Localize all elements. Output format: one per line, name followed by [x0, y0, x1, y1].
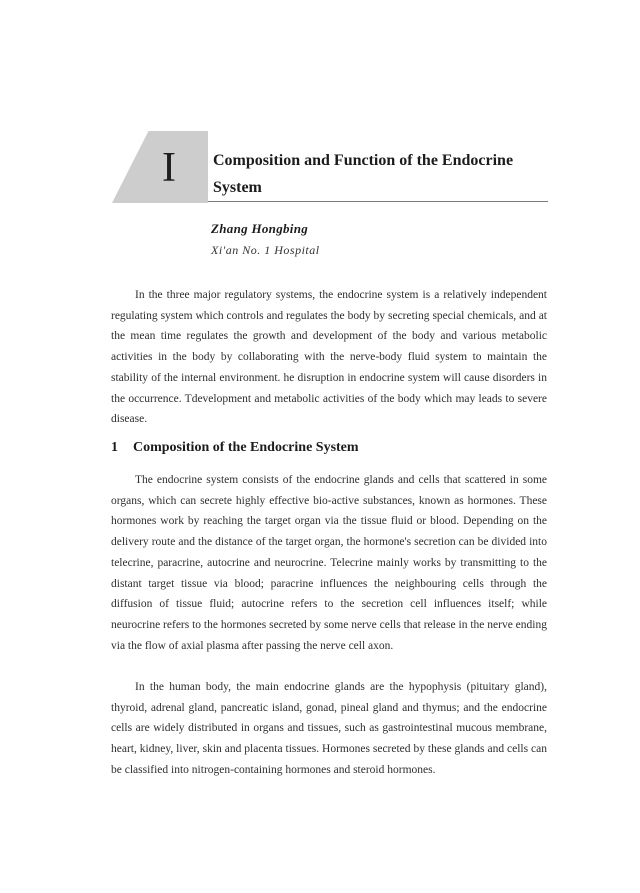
- chapter-numeral: I: [162, 145, 176, 191]
- chapter-title: Composition and Function of the Endocrine System: [213, 152, 514, 196]
- title-divider: [208, 201, 548, 202]
- intro-paragraph: In the three major regulatory systems, the endocrine system is a relatively independent regulating system which controls and regulates the body by secreting special chemicals, and at the mean time regulates the growth and development of the body and various metabolic activities in the body by collaborating with the nerve-body fluid system to maintain the stability of the internal environment. he disruption in endocrine system will cause disorders in the occurrence. Tdevelopment and metabolic activities of the body which may leads to severe disease.: [111, 289, 547, 426]
- section-paragraph: In the human body, the main endocrine glands are the hypophysis (pituitary gland), thyroid, adrenal gland, pancreatic island, gonad, pineal gland and thymus; and the endocrine cells are widely distributed in organs and tissues, such as gastrointestinal mucous membrane, heart, kidney, liver, skin and placenta tissues. Hormones secreted by these glands and cells can be classified into nitrogen-containing hormones and steroid hormones.: [111, 681, 547, 776]
- author-name: Zhang Hongbing: [211, 221, 309, 236]
- section-paragraph: The endocrine system consists of the endocrine glands and cells that scattered in some organs, which can secrete highly effective bio-active substances, known as hormones. These hormones work by reaching the target organ via the tissue fluid or blood. Depending on the delivery route and the distance of the target organ, the hormone's secretion can be divided into telecrine, paracrine, autocrine and neurocrine. Telecrine mainly works by transmitting to the distant target tissue via blood; paracrine influences the neighbouring cells through the diffusion of tissue fluid; autocrine refers to the secretion cell influences itself; while neurocrine refers to the hormones secreted by some nerve cells that release in the nerve ending via the flow of axial plasma after passing the nerve cell axon.: [111, 474, 547, 652]
- section-number: 1: [111, 440, 118, 455]
- author-affiliation: Xi'an No. 1 Hospital: [211, 243, 320, 257]
- section-title: Composition of the Endocrine System: [133, 440, 359, 455]
- section-heading: [111, 440, 547, 456]
